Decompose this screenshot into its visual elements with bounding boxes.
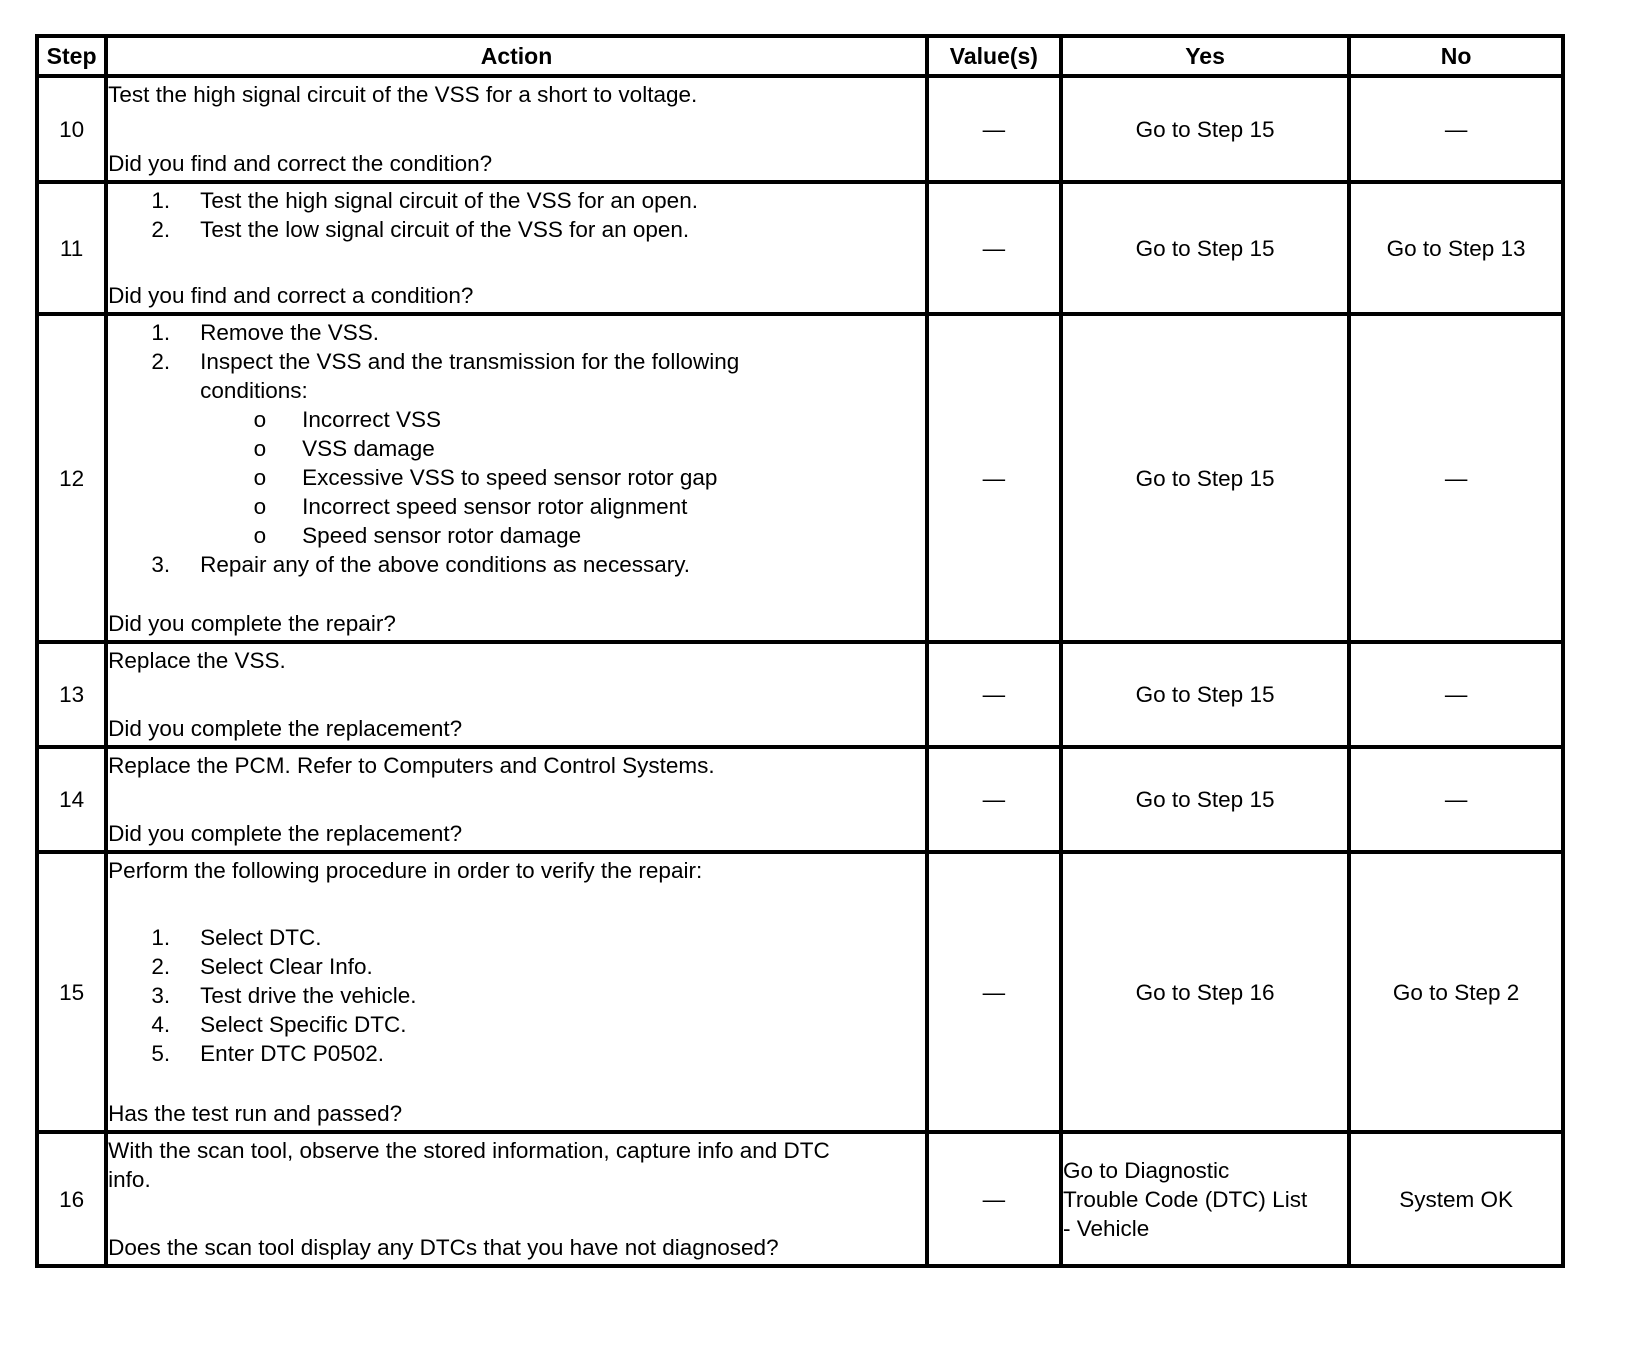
header-yes: Yes bbox=[1061, 36, 1349, 76]
action-question: Did you find and correct a condition? bbox=[108, 283, 474, 308]
step-number: 10 bbox=[37, 76, 106, 182]
list-item: 5. Enter DTC P0502. bbox=[151, 1041, 385, 1066]
no-cell: — bbox=[1349, 314, 1563, 642]
step-number: 16 bbox=[37, 1132, 106, 1266]
action-cell bbox=[106, 1132, 927, 1266]
yes-line: Trouble Code (DTC) List bbox=[1062, 1186, 1308, 1212]
action-text: Replace the VSS. bbox=[108, 648, 286, 673]
step-number: 11 bbox=[37, 182, 106, 314]
header-no: No bbox=[1349, 36, 1563, 76]
no-cell: System OK bbox=[1349, 1132, 1563, 1266]
action-text: Replace the PCM. Refer to Computers and Control Systems. bbox=[108, 753, 715, 778]
value-cell: — bbox=[927, 852, 1061, 1132]
action-cell bbox=[106, 76, 927, 182]
yes-cell: Go to Step 15 bbox=[1061, 642, 1349, 747]
yes-cell: Go to Step 15 bbox=[1061, 76, 1349, 182]
action-text: With the scan tool, observe the stored information, capture info and DTC bbox=[108, 1138, 830, 1163]
table-row bbox=[37, 747, 1563, 852]
list-item: o Speed sensor rotor damage bbox=[253, 523, 582, 548]
step-number: 15 bbox=[37, 852, 106, 1132]
action-text: info. bbox=[108, 1167, 151, 1192]
yes-line: - Vehicle bbox=[1062, 1215, 1150, 1241]
list-item: o Incorrect speed sensor rotor alignment bbox=[253, 494, 688, 519]
action-cell bbox=[106, 747, 927, 852]
action-question: Did you complete the repair? bbox=[108, 611, 396, 636]
yes-cell bbox=[1061, 1132, 1349, 1266]
action-text: Test the high signal circuit of the VSS for a short to voltage. bbox=[108, 82, 698, 107]
no-cell: — bbox=[1349, 747, 1563, 852]
table-row bbox=[37, 852, 1563, 1132]
value-cell: — bbox=[927, 182, 1061, 314]
action-list bbox=[108, 318, 925, 405]
step-number: 13 bbox=[37, 642, 106, 747]
value-cell: — bbox=[927, 1132, 1061, 1266]
action-question: Did you complete the replacement? bbox=[108, 716, 463, 741]
value-cell: — bbox=[927, 747, 1061, 852]
yes-cell: Go to Step 15 bbox=[1061, 182, 1349, 314]
list-item: 1. Test the high signal circuit of the VSS for an open. bbox=[151, 188, 698, 213]
action-question: Does the scan tool display any DTCs that you have not diagnosed? bbox=[108, 1235, 779, 1260]
list-item: 4. Select Specific DTC. bbox=[151, 1012, 407, 1037]
step-number: 12 bbox=[37, 314, 106, 642]
yes-cell: Go to Step 15 bbox=[1061, 314, 1349, 642]
no-cell: Go to Step 13 bbox=[1349, 182, 1563, 314]
table-row bbox=[37, 76, 1563, 182]
list-item: 3. Repair any of the above conditions as necessary. bbox=[151, 552, 691, 577]
action-text: Perform the following procedure in order to verify the repair: bbox=[108, 858, 703, 883]
diagnostic-table bbox=[35, 34, 1565, 1268]
header-values: Value(s) bbox=[927, 36, 1061, 76]
no-cell: Go to Step 2 bbox=[1349, 852, 1563, 1132]
list-item: 2. Test the low signal circuit of the VSS for an open. bbox=[151, 217, 690, 242]
value-cell: — bbox=[927, 314, 1061, 642]
header-step: Step bbox=[37, 36, 106, 76]
action-list bbox=[108, 186, 925, 244]
list-item: 1. Select DTC. bbox=[151, 925, 322, 950]
step-number: 14 bbox=[37, 747, 106, 852]
list-item: 2. Select Clear Info. bbox=[151, 954, 373, 979]
list-item: o VSS damage bbox=[253, 436, 435, 461]
action-list bbox=[108, 923, 925, 1068]
table-row bbox=[37, 1132, 1563, 1266]
action-cell bbox=[106, 314, 927, 642]
header-row bbox=[37, 36, 1563, 76]
no-cell: — bbox=[1349, 76, 1563, 182]
no-cell: — bbox=[1349, 642, 1563, 747]
list-item: 3. Test drive the vehicle. bbox=[151, 983, 417, 1008]
yes-cell: Go to Step 15 bbox=[1061, 747, 1349, 852]
action-cell bbox=[106, 182, 927, 314]
yes-cell: Go to Step 16 bbox=[1061, 852, 1349, 1132]
list-item: 1. Remove the VSS. bbox=[151, 320, 380, 345]
action-question: Has the test run and passed? bbox=[108, 1101, 403, 1126]
action-question: Did you find and correct the condition? bbox=[108, 151, 493, 176]
table-row bbox=[37, 642, 1563, 747]
value-cell: — bbox=[927, 76, 1061, 182]
table-row bbox=[37, 314, 1563, 642]
header-action: Action bbox=[106, 36, 927, 76]
list-item: 2. Inspect the VSS and the transmission for the following bbox=[151, 349, 740, 374]
action-cell bbox=[106, 852, 927, 1132]
yes-line: Go to Diagnostic bbox=[1062, 1157, 1230, 1183]
table-row bbox=[37, 182, 1563, 314]
list-item: o Incorrect VSS bbox=[253, 407, 441, 432]
list-item-continued: conditions: bbox=[200, 378, 308, 403]
action-question: Did you complete the replacement? bbox=[108, 821, 463, 846]
value-cell: — bbox=[927, 642, 1061, 747]
action-cell bbox=[106, 642, 927, 747]
condition-list bbox=[108, 405, 925, 550]
action-list bbox=[108, 550, 925, 579]
list-item: o Excessive VSS to speed sensor rotor gap bbox=[253, 465, 718, 490]
